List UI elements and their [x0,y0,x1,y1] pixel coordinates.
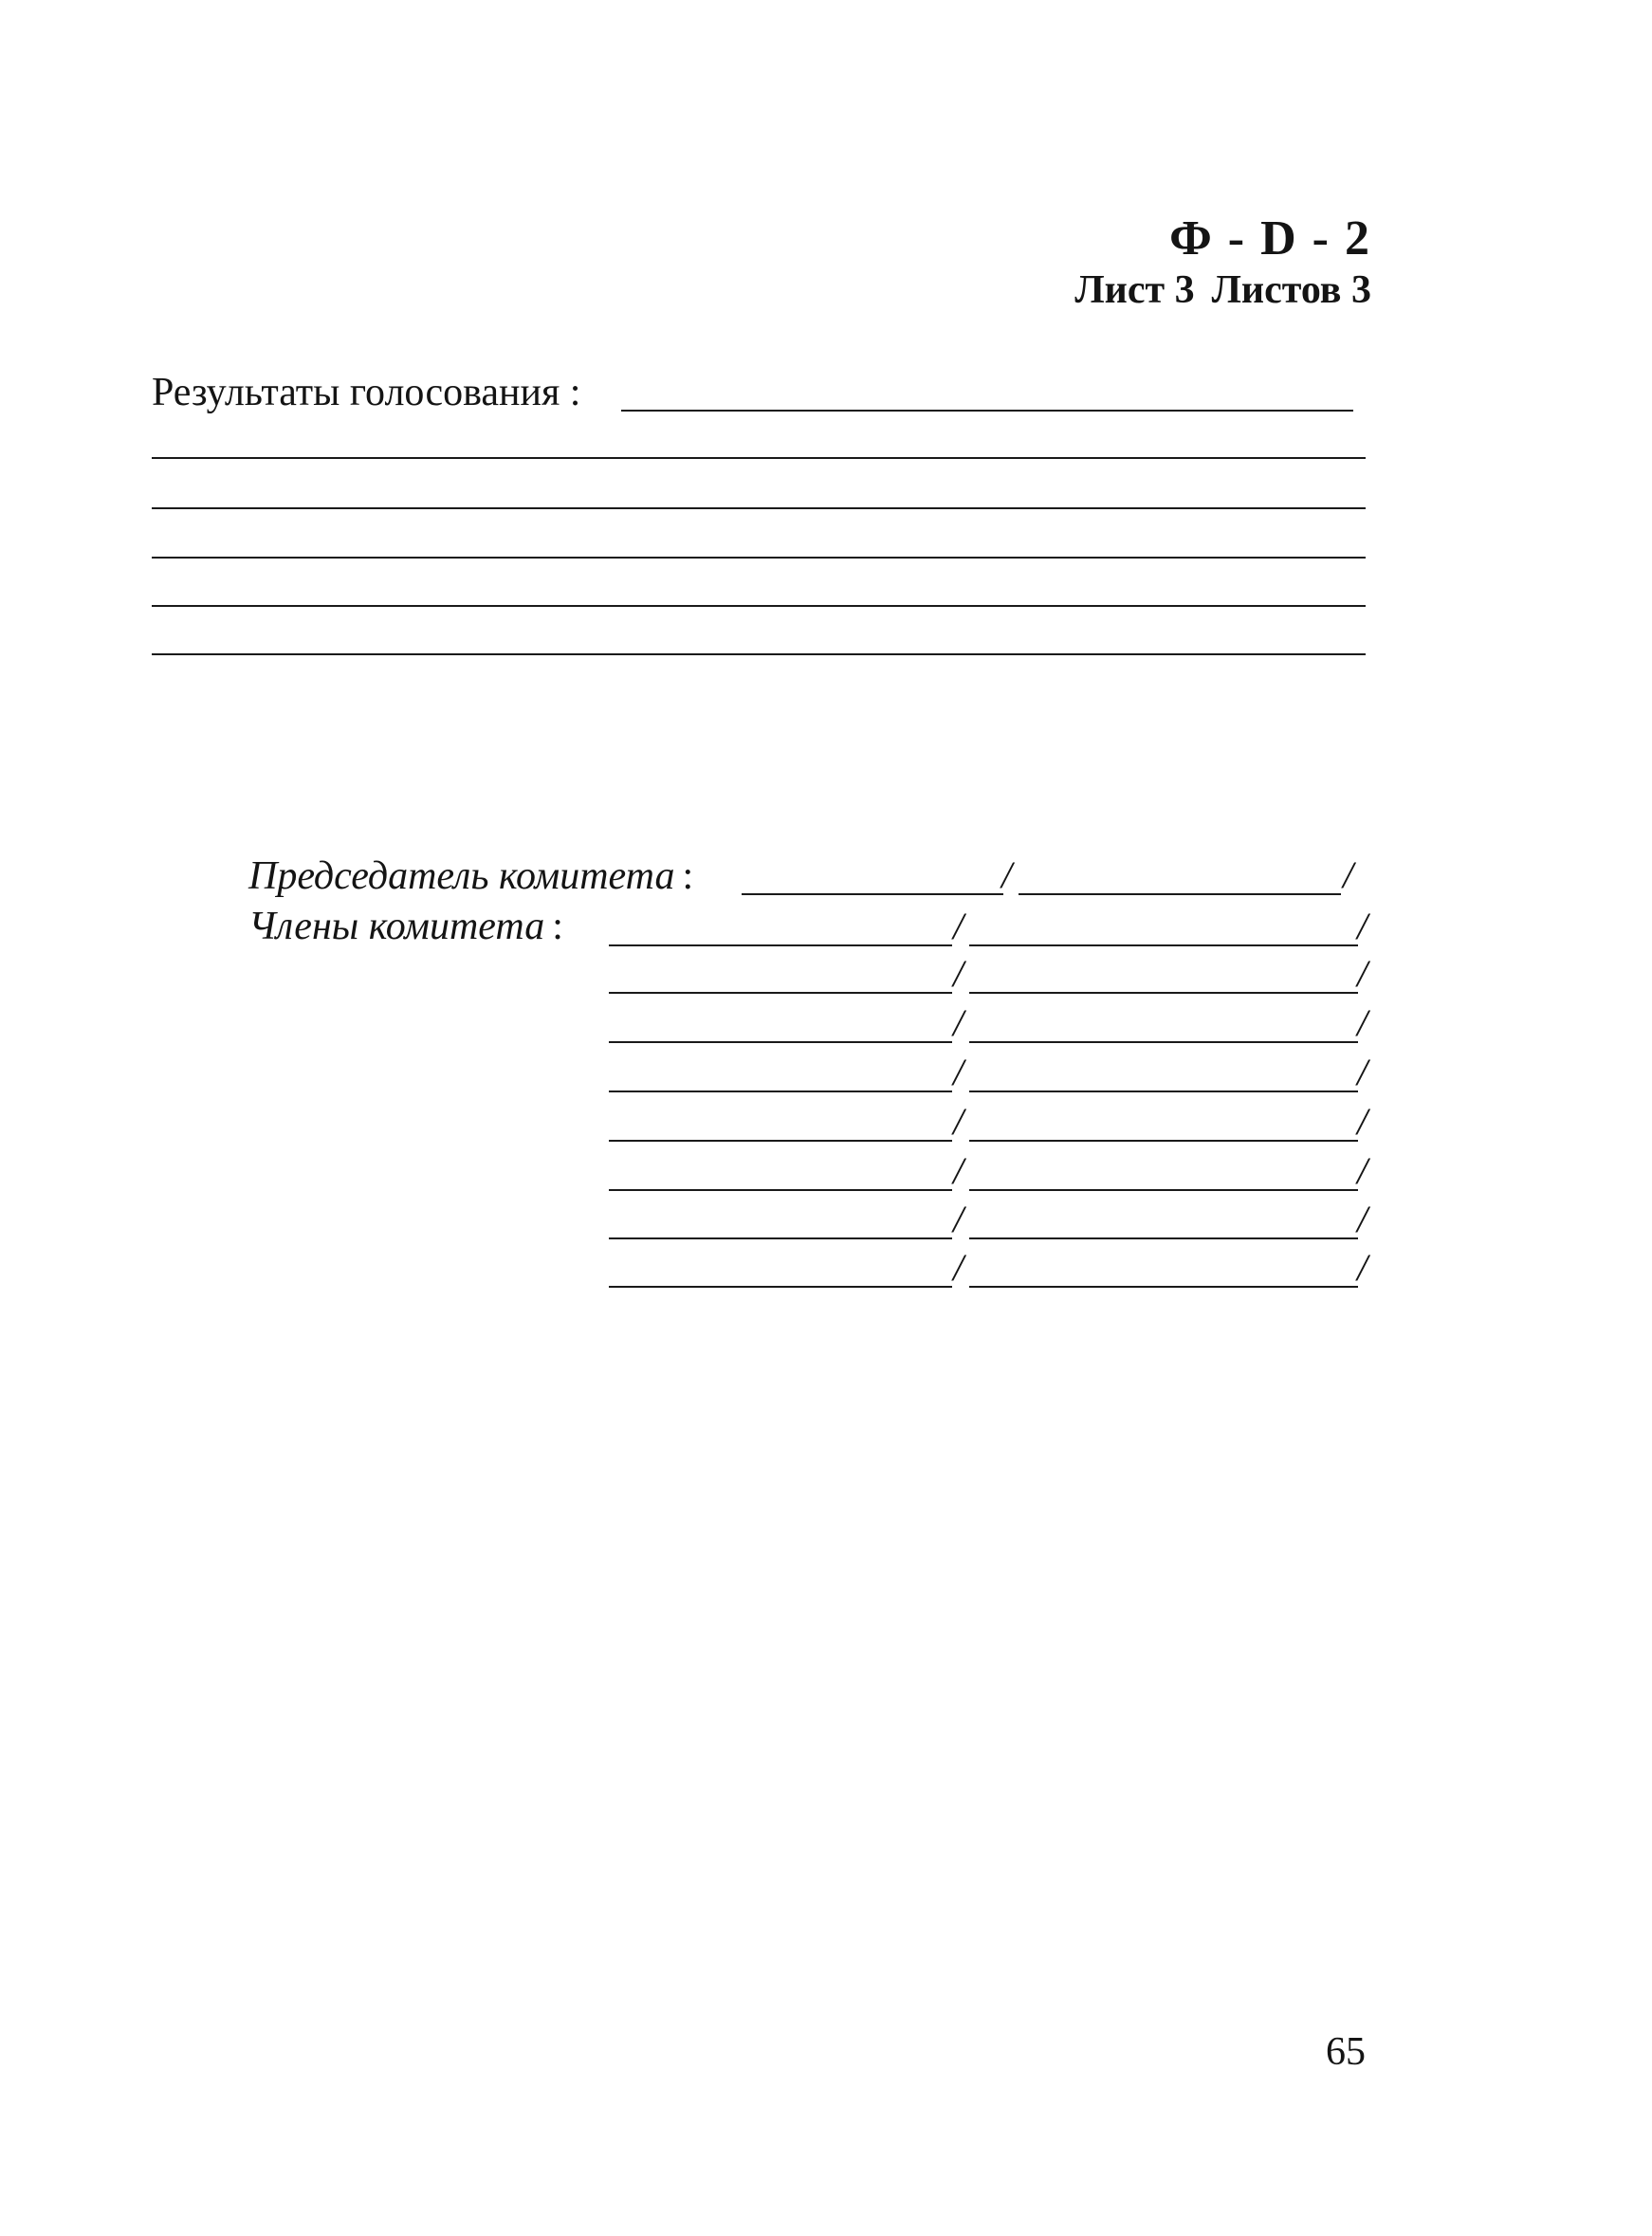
member-slash-end: / [1357,1149,1368,1192]
member-slash-end: / [1357,1246,1368,1289]
member-slash-end: / [1357,1198,1368,1240]
member-slash: / [953,905,964,947]
member-slash: / [953,1149,964,1192]
chairman-slash-end: / [1343,853,1354,896]
member-slash-end: / [1357,1001,1368,1044]
member-name-field[interactable] [969,1091,1358,1092]
member-slash: / [953,1246,964,1289]
member-slash-end: / [1357,905,1368,947]
member-name-field[interactable] [969,1140,1358,1142]
member-signature-field[interactable] [609,1189,952,1191]
member-slash: / [953,1051,964,1093]
member-name-field[interactable] [969,992,1358,994]
chairman-signature-field[interactable] [742,893,1003,895]
page-number: 65 [1326,2030,1366,2074]
member-signature-field[interactable] [609,1237,952,1239]
member-slash-end: / [1357,1100,1368,1143]
member-slash: / [953,1001,964,1044]
voting-results-line[interactable] [152,605,1366,607]
member-slash: / [953,952,964,995]
sheet-number: Лист 3 [1074,268,1195,312]
voting-results-line[interactable] [152,457,1366,459]
member-name-field[interactable] [969,1237,1358,1239]
chairman-label: Председатель комитета : [248,854,694,898]
member-signature-field[interactable] [609,1286,952,1288]
voting-results-label: Результаты голосования : [152,371,581,414]
member-signature-field[interactable] [609,992,952,994]
member-slash: / [953,1198,964,1240]
chairman-slash: / [1001,853,1013,896]
member-signature-field[interactable] [609,1041,952,1043]
form-code: Ф - D - 2 [1169,211,1371,266]
member-name-field[interactable] [969,944,1358,946]
member-name-field[interactable] [969,1189,1358,1191]
sheets-total: Листов 3 [1211,268,1371,312]
member-slash-end: / [1357,1051,1368,1093]
voting-results-line[interactable] [152,653,1366,655]
chairman-name-field[interactable] [1019,893,1341,895]
voting-results-field[interactable] [621,410,1353,412]
member-slash: / [953,1100,964,1143]
sheet-info [1074,267,1371,313]
member-signature-field[interactable] [609,1091,952,1092]
voting-results-line[interactable] [152,557,1366,559]
member-signature-field[interactable] [609,944,952,946]
members-label: Члены комитета : [248,905,563,948]
member-name-field[interactable] [969,1041,1358,1043]
voting-results-line[interactable] [152,507,1366,509]
member-signature-field[interactable] [609,1140,952,1142]
member-name-field[interactable] [969,1286,1358,1288]
member-slash-end: / [1357,952,1368,995]
